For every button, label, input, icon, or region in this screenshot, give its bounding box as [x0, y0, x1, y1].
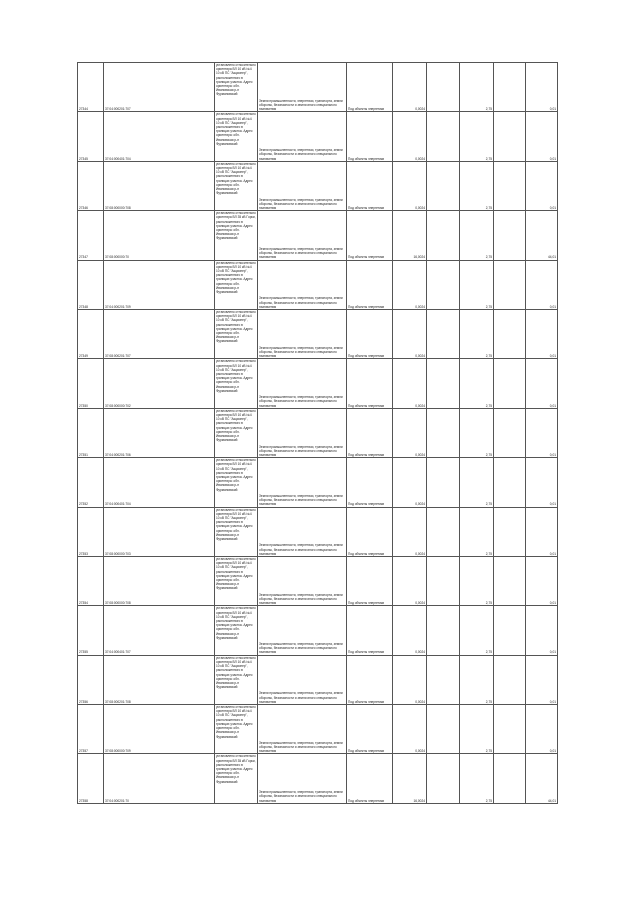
cell-price: 2,75 — [460, 63, 494, 112]
cell-location-description: установлено относительно ориентира ВЛ 10 кВ №4 10 кВ ПС "Акционер", расположенного в границах участка. Адрес ориентира: обл. Ивановская р-н Фурмановский — [215, 309, 258, 358]
cell-price: 2,75 — [460, 359, 494, 408]
cell-permitted-use: Под объекты энергетики — [347, 458, 393, 507]
cell-empty — [427, 359, 460, 408]
cell-cadastral-value: 0,01 — [526, 260, 558, 309]
cell-area: 16,0024 — [393, 211, 427, 260]
cell-cadastral-number: 37:08:000201:707 — [104, 309, 215, 358]
cell-permitted-use: Под объекты энергетики — [347, 211, 393, 260]
cell-parcel-id: 27347 — [78, 211, 104, 260]
cell-empty — [427, 458, 460, 507]
cell-empty — [494, 161, 526, 210]
cell-cadastral-value: 0,01 — [526, 112, 558, 161]
cell-parcel-id: 27344 — [78, 63, 104, 112]
cell-area: 0,0024 — [393, 705, 427, 754]
cell-empty — [427, 63, 460, 112]
cell-empty — [427, 260, 460, 309]
cell-permitted-use: Под объекты энергетики — [347, 112, 393, 161]
cell-parcel-id: 27356 — [78, 655, 104, 704]
cell-price: 2,75 — [460, 211, 494, 260]
table-row — [78, 507, 558, 556]
cell-cadastral-value: 0,01 — [526, 655, 558, 704]
cell-cadastral-number: 37:04:000401:704 — [104, 458, 215, 507]
cell-permitted-use: Под объекты энергетики — [347, 408, 393, 457]
cell-price: 2,75 — [460, 754, 494, 803]
cell-land-category: Земли промышленности, энергетики, транспорта, земли обороны, безопасности и земли иного специального назначения — [258, 211, 347, 260]
table-row — [78, 408, 558, 457]
cell-empty — [494, 359, 526, 408]
cell-parcel-id: 27349 — [78, 309, 104, 358]
cell-cadastral-number: 37:08:000000:702 — [104, 359, 215, 408]
cell-empty — [494, 655, 526, 704]
cell-cadastral-value: 0,01 — [526, 705, 558, 754]
cell-cadastral-value: 0,01 — [526, 507, 558, 556]
cell-location-description: установлено относительно ориентира ВЛ 10 кВ №4 10 кВ ПС "Акционер", расположенного в границах участка. Адрес ориентира: обл. Ивановская р-н Фурмановский — [215, 63, 258, 112]
cell-area: 0,0024 — [393, 655, 427, 704]
cell-land-category: Земли промышленности, энергетики, транспорта, земли обороны, безопасности и земли иного специального назначения — [258, 507, 347, 556]
cell-cadastral-value: 0,01 — [526, 63, 558, 112]
cell-cadastral-number: 37:08:000000:70 — [104, 211, 215, 260]
cell-empty — [427, 161, 460, 210]
cell-cadastral-value: 44,01 — [526, 211, 558, 260]
cell-cadastral-number: 37:04:000401:707 — [104, 606, 215, 655]
cell-location-description: установлено относительно ориентира ВЛ 10 кВ №4 10 кВ ПС "Акционер", расположенного в границах участка. Адрес ориентира: обл. Ивановская р-н Фурмановский — [215, 161, 258, 210]
cell-land-category: Земли промышленности, энергетики, транспорта, земли обороны, безопасности и земли иного специального назначения — [258, 309, 347, 358]
cell-permitted-use: Под объекты энергетики — [347, 705, 393, 754]
cell-land-category: Земли промышленности, энергетики, транспорта, земли обороны, безопасности и земли иного специального назначения — [258, 655, 347, 704]
cell-area: 16,0024 — [393, 754, 427, 803]
table-row — [78, 260, 558, 309]
cell-area: 0,0024 — [393, 309, 427, 358]
cell-permitted-use: Под объекты энергетики — [347, 63, 393, 112]
cell-land-category: Земли промышленности, энергетики, транспорта, земли обороны, безопасности и земли иного специального назначения — [258, 556, 347, 605]
cell-area: 0,0024 — [393, 606, 427, 655]
cell-empty — [494, 309, 526, 358]
cell-cadastral-value: 0,01 — [526, 458, 558, 507]
cell-parcel-id: 27358 — [78, 754, 104, 803]
table-row — [78, 112, 558, 161]
cell-permitted-use: Под объекты энергетики — [347, 359, 393, 408]
cell-location-description: установлено относительно ориентира ВЛ 10 кВ №4 10 кВ ПС "Акционер", расположенного в границах участка. Адрес ориентира: обл. Ивановская р-н Фурмановский — [215, 458, 258, 507]
table-row — [78, 705, 558, 754]
cell-empty — [427, 507, 460, 556]
cell-empty — [494, 754, 526, 803]
cell-cadastral-value: 0,01 — [526, 606, 558, 655]
cell-empty — [494, 408, 526, 457]
cell-price: 2,75 — [460, 556, 494, 605]
cell-empty — [494, 705, 526, 754]
cell-empty — [494, 556, 526, 605]
cell-area: 0,0024 — [393, 556, 427, 605]
cell-land-category: Земли промышленности, энергетики, транспорта, земли обороны, безопасности и земли иного специального назначения — [258, 705, 347, 754]
cell-price: 2,75 — [460, 161, 494, 210]
cell-price: 2,75 — [460, 606, 494, 655]
table-row — [78, 754, 558, 803]
table-row — [78, 458, 558, 507]
table-row — [78, 161, 558, 210]
parcel-table — [77, 62, 558, 804]
cell-location-description: установлено относительно ориентира ВЛ 10 кВ №4 10 кВ ПС "Акционер", расположенного в границах участка. Адрес ориентира: обл. Ивановская р-н Фурмановский — [215, 606, 258, 655]
cell-empty — [427, 655, 460, 704]
cell-cadastral-number: 37:04:000201:709 — [104, 260, 215, 309]
cell-cadastral-value: 0,01 — [526, 309, 558, 358]
cell-cadastral-number: 37:04:000201:707 — [104, 63, 215, 112]
cell-empty — [427, 606, 460, 655]
cell-location-description: установлено относительно ориентира ВЛ 35 кВ Горки, расположенного в границах участка. Адрес ориентира: обл. Ивановская р-н Фурмановский — [215, 211, 258, 260]
cell-permitted-use: Под объекты энергетики — [347, 260, 393, 309]
cell-land-category: Земли промышленности, энергетики, транспорта, земли обороны, безопасности и земли иного специального назначения — [258, 112, 347, 161]
cell-location-description: установлено относительно ориентира ВЛ 10 кВ №4 10 кВ ПС "Акционер", расположенного в границах участка. Адрес ориентира: обл. Ивановская р-н Фурмановский — [215, 556, 258, 605]
cell-empty — [494, 260, 526, 309]
cell-location-description: установлено относительно ориентира ВЛ 10 кВ №4 10 кВ ПС "Акционер", расположенного в границах участка. Адрес ориентира: обл. Ивановская р-н Фурмановский — [215, 655, 258, 704]
cell-cadastral-number: 37:04:000201:706 — [104, 408, 215, 457]
cell-cadastral-value: 0,01 — [526, 161, 558, 210]
cell-cadastral-number: 37:08:000201:708 — [104, 655, 215, 704]
cell-cadastral-number: 37:04:000201:70 — [104, 754, 215, 803]
cell-cadastral-value: 0,01 — [526, 359, 558, 408]
table-row — [78, 359, 558, 408]
cell-location-description: установлено относительно ориентира ВЛ 10 кВ №4 10 кВ ПС "Акционер", расположенного в границах участка. Адрес ориентира: обл. Ивановская р-н Фурмановский — [215, 408, 258, 457]
cell-area: 0,0024 — [393, 507, 427, 556]
cell-land-category: Земли промышленности, энергетики, транспорта, земли обороны, безопасности и земли иного специального назначения — [258, 359, 347, 408]
cell-permitted-use: Под объекты энергетики — [347, 507, 393, 556]
cell-area: 0,0024 — [393, 161, 427, 210]
cell-area: 0,0024 — [393, 260, 427, 309]
cell-empty — [494, 507, 526, 556]
cell-parcel-id: 27351 — [78, 408, 104, 457]
cell-land-category: Земли промышленности, энергетики, транспорта, земли обороны, безопасности и земли иного специального назначения — [258, 458, 347, 507]
cell-cadastral-number: 37:08:000000:708 — [104, 161, 215, 210]
cell-parcel-id: 27346 — [78, 161, 104, 210]
cell-land-category: Земли промышленности, энергетики, транспорта, земли обороны, безопасности и земли иного специального назначения — [258, 161, 347, 210]
table-row — [78, 655, 558, 704]
cell-permitted-use: Под объекты энергетики — [347, 754, 393, 803]
cell-cadastral-number: 37:04:000401:704 — [104, 112, 215, 161]
cell-empty — [427, 754, 460, 803]
table-row — [78, 556, 558, 605]
table-row — [78, 211, 558, 260]
cell-price: 2,75 — [460, 705, 494, 754]
cell-price: 2,75 — [460, 408, 494, 457]
cell-land-category: Земли промышленности, энергетики, транспорта, земли обороны, безопасности и земли иного специального назначения — [258, 754, 347, 803]
cell-price: 2,75 — [460, 458, 494, 507]
cell-permitted-use: Под объекты энергетики — [347, 606, 393, 655]
cell-land-category: Земли промышленности, энергетики, транспорта, земли обороны, безопасности и земли иного специального назначения — [258, 63, 347, 112]
cell-area: 0,0024 — [393, 458, 427, 507]
cell-permitted-use: Под объекты энергетики — [347, 556, 393, 605]
table-row — [78, 606, 558, 655]
cell-cadastral-value: 0,01 — [526, 408, 558, 457]
cell-area: 0,0024 — [393, 359, 427, 408]
cell-location-description: установлено относительно ориентира ВЛ 10 кВ №4 10 кВ ПС "Акционер", расположенного в границах участка. Адрес ориентира: обл. Ивановская р-н Фурмановский — [215, 705, 258, 754]
cell-price: 2,75 — [460, 112, 494, 161]
cell-parcel-id: 27352 — [78, 458, 104, 507]
table-row — [78, 309, 558, 358]
cell-empty — [427, 211, 460, 260]
cell-parcel-id: 27350 — [78, 359, 104, 408]
cell-empty — [494, 63, 526, 112]
cell-parcel-id: 27354 — [78, 556, 104, 605]
cell-empty — [427, 112, 460, 161]
cell-permitted-use: Под объекты энергетики — [347, 309, 393, 358]
cell-empty — [494, 112, 526, 161]
cell-location-description: установлено относительно ориентира ВЛ 10 кВ №4 10 кВ ПС "Акционер", расположенного в границах участка. Адрес ориентира: обл. Ивановская р-н Фурмановский — [215, 112, 258, 161]
cell-price: 2,75 — [460, 260, 494, 309]
cell-location-description: установлено относительно ориентира ВЛ 10 кВ №4 10 кВ ПС "Акционер", расположенного в границах участка. Адрес ориентира: обл. Ивановская р-н Фурмановский — [215, 260, 258, 309]
cell-permitted-use: Под объекты энергетики — [347, 161, 393, 210]
cell-location-description: установлено относительно ориентира ВЛ 35 кВ Горки, расположенного в границах участка. Адрес ориентира: обл. Ивановская р-н Фурмановский — [215, 754, 258, 803]
cell-location-description: установлено относительно ориентира ВЛ 10 кВ №4 10 кВ ПС "Акционер", расположенного в границах участка. Адрес ориентира: обл. Ивановская р-н Фурмановский — [215, 359, 258, 408]
cell-parcel-id: 27348 — [78, 260, 104, 309]
cell-cadastral-number: 37:08:000000:703 — [104, 507, 215, 556]
cell-permitted-use: Под объекты энергетики — [347, 655, 393, 704]
cell-empty — [494, 606, 526, 655]
cell-cadastral-value: 44,01 — [526, 754, 558, 803]
cell-empty — [427, 705, 460, 754]
cell-empty — [427, 556, 460, 605]
cell-location-description: установлено относительно ориентира ВЛ 10 кВ №4 10 кВ ПС "Акционер", расположенного в границах участка. Адрес ориентира: обл. Ивановская р-н Фурмановский — [215, 507, 258, 556]
cell-area: 0,0024 — [393, 112, 427, 161]
cell-cadastral-value: 0,01 — [526, 556, 558, 605]
cell-land-category: Земли промышленности, энергетики, транспорта, земли обороны, безопасности и земли иного специального назначения — [258, 606, 347, 655]
cell-parcel-id: 27357 — [78, 705, 104, 754]
cell-parcel-id: 27355 — [78, 606, 104, 655]
table-row — [78, 63, 558, 112]
cell-empty — [427, 408, 460, 457]
cell-cadastral-number: 37:08:000000:708 — [104, 556, 215, 605]
cell-cadastral-number: 37:08:000000:709 — [104, 705, 215, 754]
cell-area: 0,0024 — [393, 63, 427, 112]
cell-price: 2,75 — [460, 655, 494, 704]
cell-price: 2,75 — [460, 507, 494, 556]
cell-price: 2,75 — [460, 309, 494, 358]
cell-land-category: Земли промышленности, энергетики, транспорта, земли обороны, безопасности и земли иного специального назначения — [258, 260, 347, 309]
cell-empty — [494, 458, 526, 507]
cell-empty — [427, 309, 460, 358]
cell-area: 0,0024 — [393, 408, 427, 457]
cell-empty — [494, 211, 526, 260]
cell-parcel-id: 27345 — [78, 112, 104, 161]
cell-land-category: Земли промышленности, энергетики, транспорта, земли обороны, безопасности и земли иного специального назначения — [258, 408, 347, 457]
cell-parcel-id: 27353 — [78, 507, 104, 556]
